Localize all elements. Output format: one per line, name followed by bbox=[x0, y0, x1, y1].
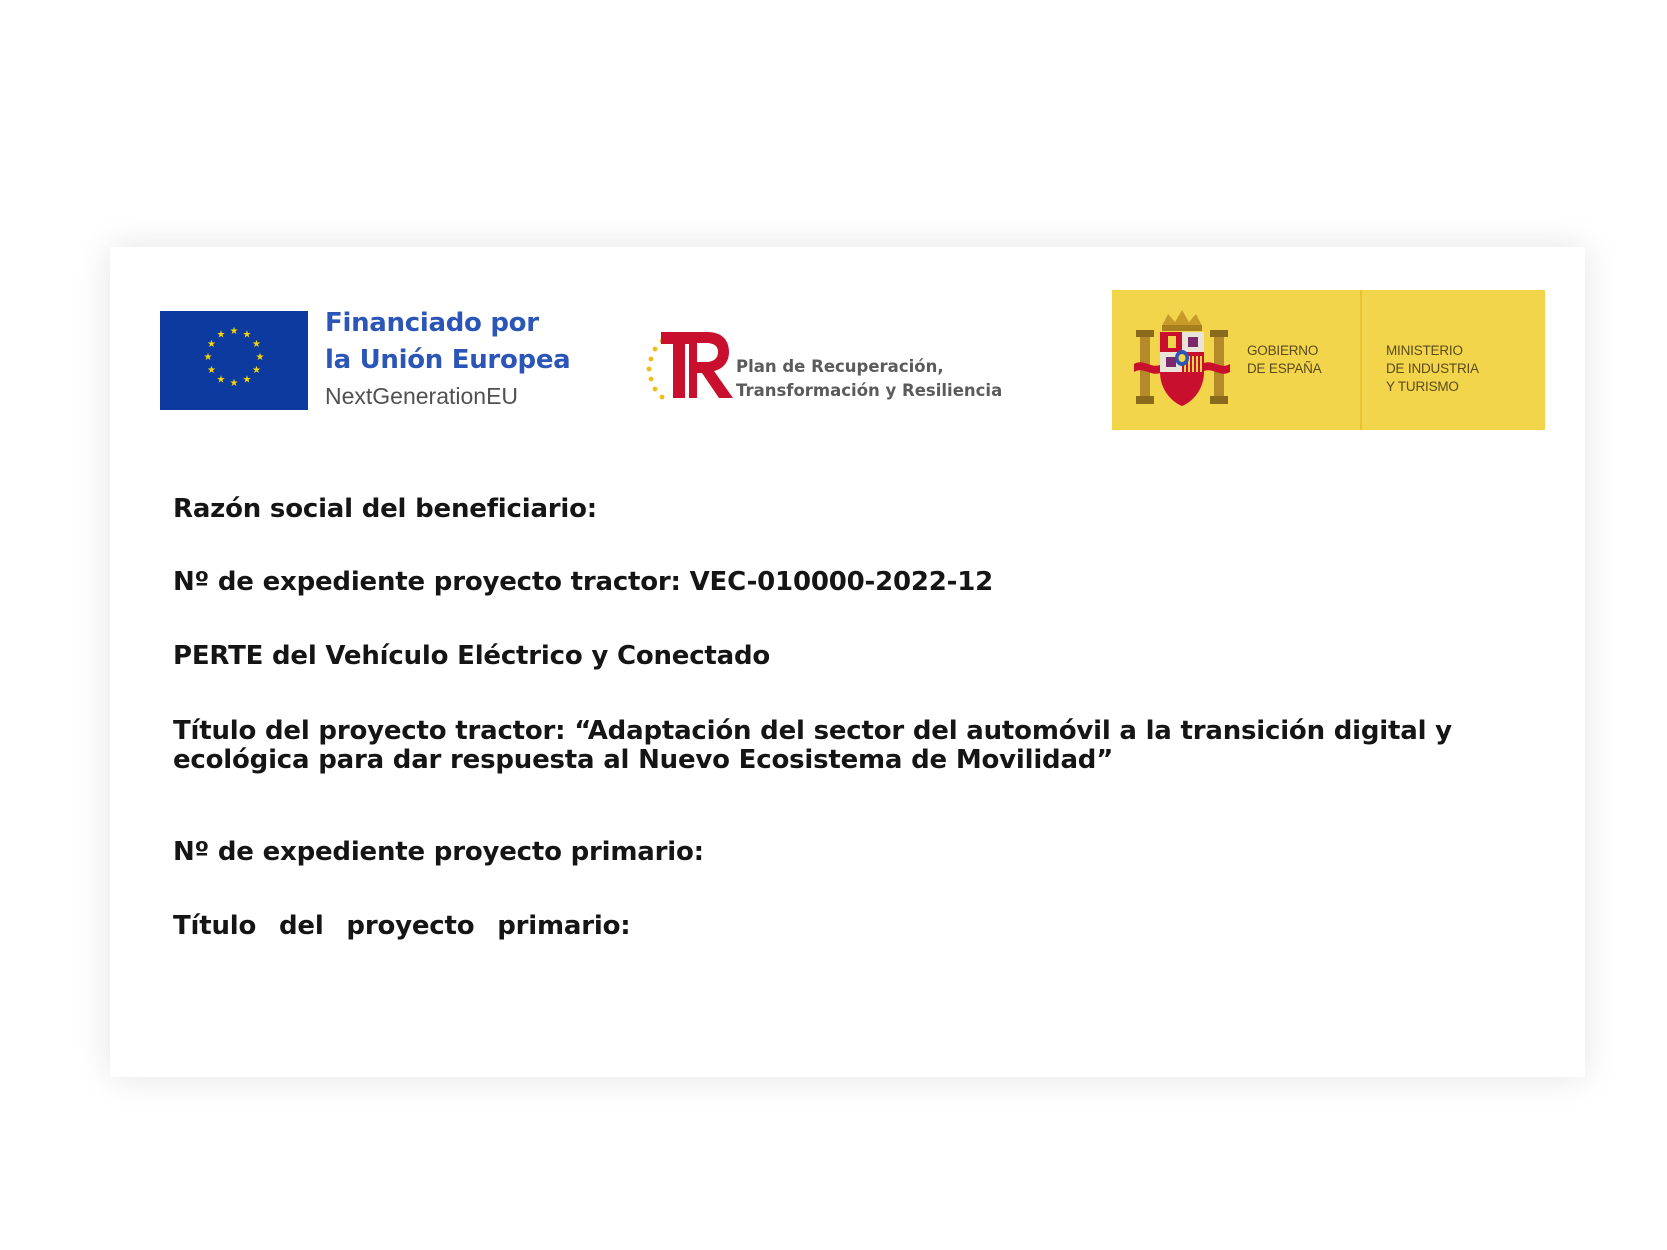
svg-text:★: ★ bbox=[207, 365, 216, 376]
eu-funding-text bbox=[325, 305, 605, 413]
tr-mark-icon bbox=[645, 327, 745, 403]
prtr-line-plan: Plan de Recuperación, bbox=[736, 357, 944, 376]
gobierno-text bbox=[1247, 342, 1357, 378]
svg-text:★: ★ bbox=[216, 329, 226, 341]
svg-text:★: ★ bbox=[216, 374, 226, 386]
expediente-primario-label: Nº de expediente proyecto primario: bbox=[173, 837, 704, 867]
svg-text:★: ★ bbox=[252, 365, 261, 376]
eu-line-union: la Unión Europea bbox=[325, 345, 571, 375]
titulo-primario-label: Título del proyecto primario: bbox=[173, 911, 631, 941]
svg-text:★: ★ bbox=[207, 339, 216, 350]
svg-text:★: ★ bbox=[229, 326, 239, 337]
svg-text:★: ★ bbox=[203, 352, 213, 363]
eu-flag-icon bbox=[160, 311, 308, 410]
titulo-tractor-label: Título del proyecto tractor: “Adaptación del sector del automóvil a la transición digital y ecológica para dar respuesta al Nuevo Ecosistema de Movilidad” bbox=[173, 716, 1452, 775]
eu-line-financiado: Financiado por bbox=[325, 308, 539, 338]
ministerio-text bbox=[1386, 342, 1536, 396]
gobierno-line-2: DE ESPAÑA bbox=[1247, 361, 1322, 376]
logo-header bbox=[110, 247, 1585, 447]
ministerio-line-1: MINISTERIO bbox=[1386, 343, 1463, 358]
gobierno-line-1: GOBIERNO bbox=[1247, 343, 1319, 358]
prtr-line-transformacion: Transformación y Resiliencia bbox=[736, 381, 1003, 400]
ministerio-line-2: DE INDUSTRIA bbox=[1386, 361, 1479, 376]
svg-text:★: ★ bbox=[252, 339, 261, 350]
document-card bbox=[110, 247, 1585, 1077]
eu-line-nextgen: NextGenerationEU bbox=[325, 383, 519, 409]
svg-text:★: ★ bbox=[255, 352, 265, 363]
razon-social-label: Razón social del beneficiario: bbox=[173, 494, 597, 524]
perte-label: PERTE del Vehículo Eléctrico y Conectado bbox=[173, 641, 771, 671]
gobierno-logo-box bbox=[1112, 290, 1545, 430]
gobierno-divider bbox=[1360, 290, 1362, 430]
svg-text:★: ★ bbox=[229, 378, 239, 389]
svg-text:★: ★ bbox=[242, 329, 252, 341]
coat-of-arms-icon bbox=[1132, 306, 1232, 416]
svg-text:★: ★ bbox=[242, 374, 252, 386]
expediente-tractor-label: Nº de expediente proyecto tractor: VEC-010000-2022-12 bbox=[173, 567, 994, 597]
prtr-text bbox=[736, 355, 1066, 403]
ministerio-line-3: Y TURISMO bbox=[1386, 379, 1459, 394]
